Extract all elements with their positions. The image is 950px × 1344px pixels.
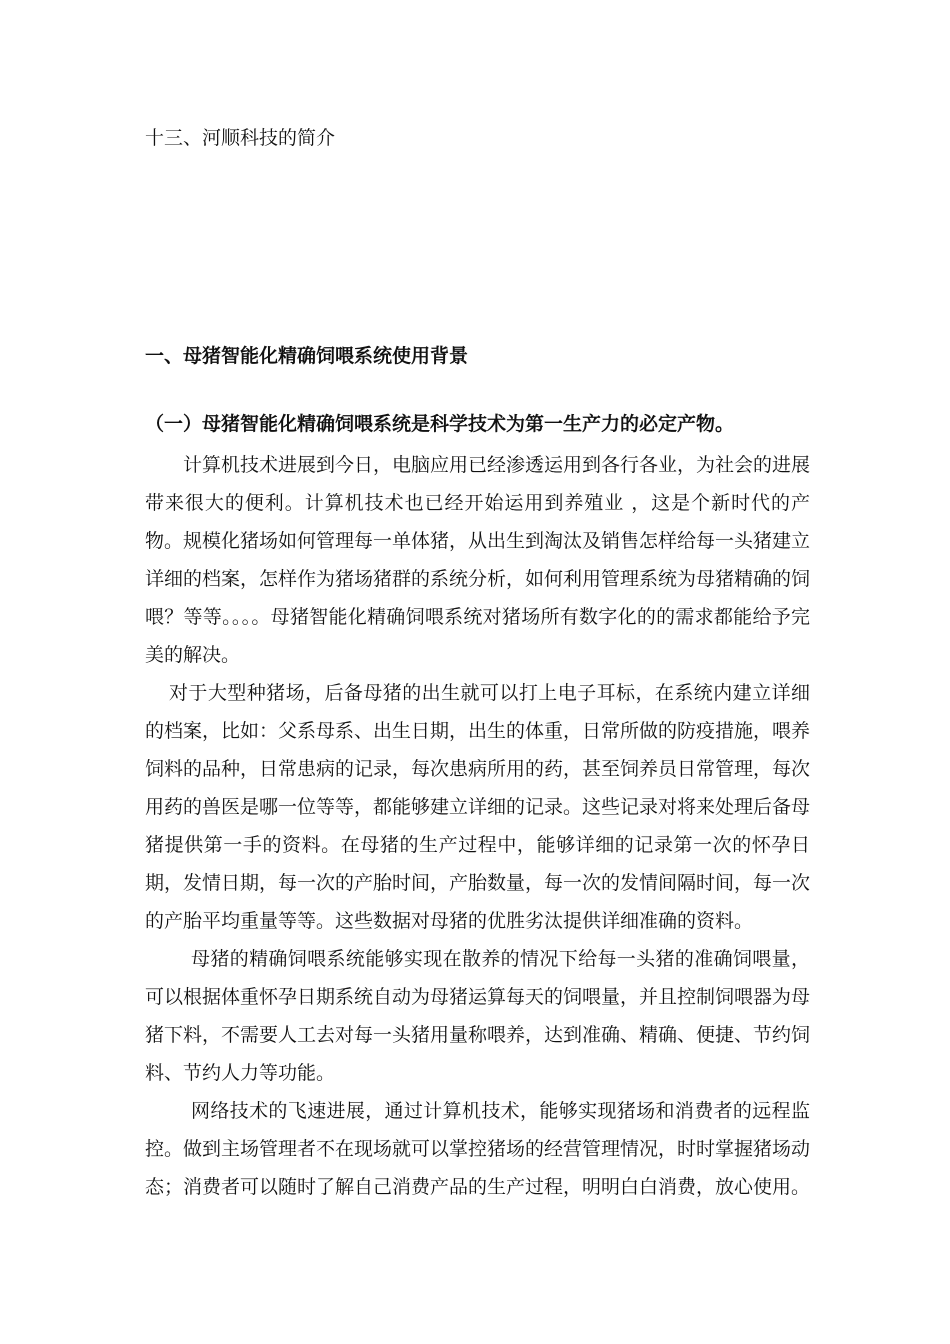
- sub-heading: （一）母猪智能化精确饲喂系统是科学技术为第一生产力的必定产物。: [145, 413, 735, 435]
- paragraph: 母猪的精确饲喂系统能够实现在散养的情况下给每一头猪的准确饲喂量，可以根据体重怀孕日期系统自动为母猪运算每天的饲喂量，并且控制饲喂器为母猪下料，不需要人工去对每一头猪用量称喂养，达到准确、精确、便捷、节约饲料、节约人力等功能。: [145, 948, 811, 1084]
- section-heading: 一、母猪智能化精确饲喂系统使用背景: [145, 345, 469, 367]
- paragraph: 对于大型种猪场，后备母猪的出生就可以打上电子耳标，在系统内建立详细的档案，比如：父系母系、出生日期，出生的体重，日常所做的防疫措施，喂养饲料的品种，日常患病的记录，每次患病所用的药，甚至饲养员日常管理，每次用药的兽医是哪一位等等，都能够建立详细的记录。这些记录对将来处理后备母猪提供第一手的资料。在母猪的生产过程中，能够详细的记录第一次的怀孕日期，发情日期，每一次的产胎时间，产胎数量，每一次的发情间隔时间，每一次的产胎平均重量等等。这些数据对母猪的优胜劣汰提供详细准确的资料。: [145, 682, 811, 932]
- toc-entry: 十三、河顺科技的简介: [145, 127, 336, 149]
- paragraph: 计算机技术进展到今日，电脑应用已经渗透运用到各行各业，为社会的进展带来很大的便利。计算机技术也已经开始运用到养殖业 ，这是个新时代的产物。规模化猪场如何管理每一单体猪，从出生到淘汰及销售怎样给每一头猪建立详细的档案，怎样作为猪场猪群的系统分析，如何利用管理系统为母猪精确的饲喂？等等。。。。母猪智能化精确饲喂系统对猪场所有数字化的的需求都能给予完美的解决。: [145, 454, 811, 666]
- body-text: [145, 446, 810, 1206]
- paragraph: 网络技术的飞速进展，通过计算机技术，能够实现猪场和消费者的远程监控。做到主场管理者不在现场就可以掌控猪场的经营管理情况，时时掌握猪场动态；消费者可以随时了解自己消费产品的生产过程，明明白白消费，放心使用。: [145, 1100, 811, 1198]
